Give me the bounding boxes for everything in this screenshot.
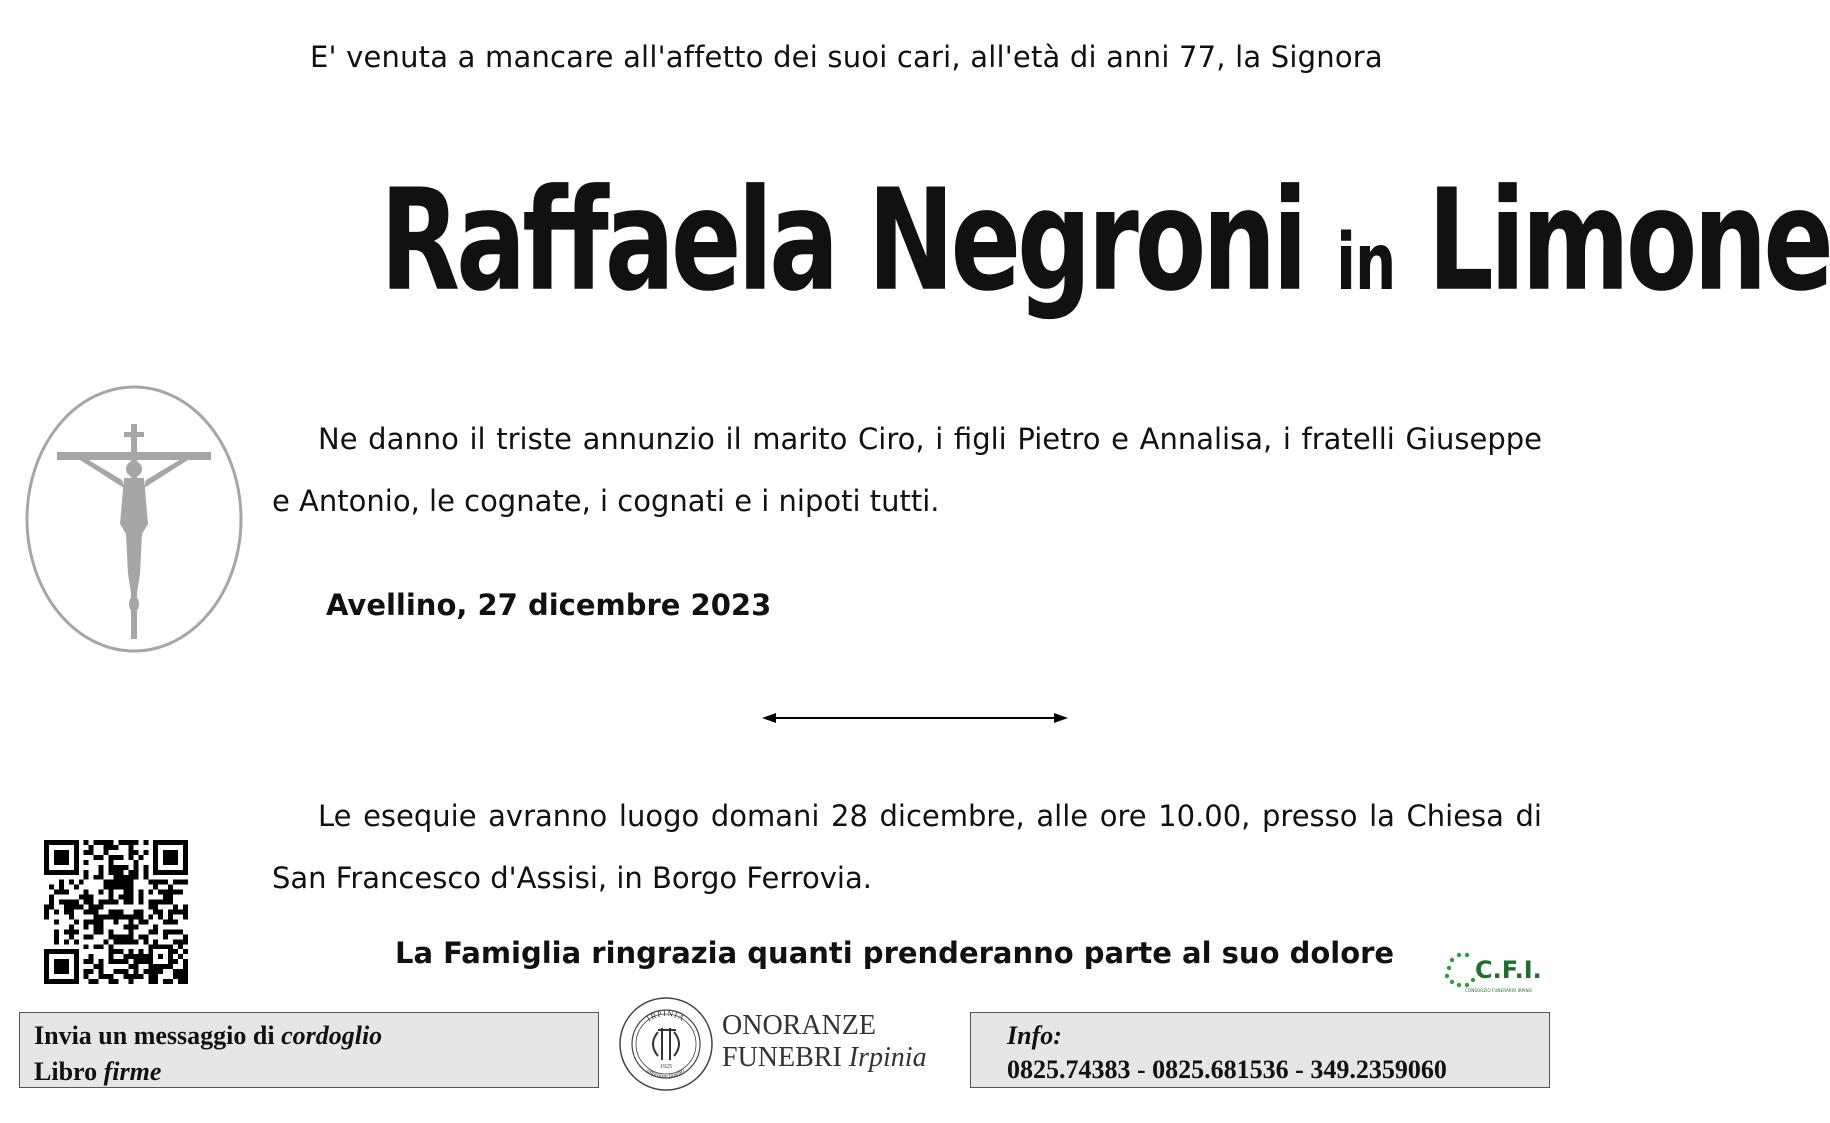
thanks-text: La Famiglia ringrazia quanti prenderanno parte al suo dolore	[395, 936, 1395, 970]
info-phones[interactable]: 0825.74383 - 0825.681536 - 349.2359060	[1007, 1055, 1447, 1084]
svg-text:IRPINIA	[645, 1009, 686, 1023]
announcement-text: Ne danno il triste annunzio il marito Ciro, i figli Pietro e Annalisa, i fratelli Giuseppe e Antonio, le cognate, i cognati e i nipoti tutti.	[272, 422, 1542, 518]
double-arrow-divider	[760, 706, 1070, 734]
cfi-text: C.F.I.	[1475, 956, 1542, 984]
cfi-logo	[1443, 946, 1542, 1000]
funeral-text: Le esequie avranno luogo domani 28 dicembre, alle ore 10.00, presso la Chiesa di San Francesco d'Assisi, in Borgo Ferrovia.	[272, 799, 1542, 895]
intro-text: E' venuta a mancare all'affetto dei suoi cari, all'età di anni 77, la Signora	[310, 40, 1383, 74]
info-box	[970, 1012, 1550, 1088]
cfi-subtext: CONSORZIO FUNERARIO IRPINO	[1465, 988, 1532, 993]
funeral-home-line2: FUNEBRI Irpinia	[722, 1042, 927, 1073]
name-connector: in	[1336, 215, 1396, 308]
info-label: Info:	[1007, 1021, 1062, 1050]
name-first: Raffaela Negroni	[380, 157, 1304, 323]
qr-code	[44, 840, 188, 988]
guestbook-link[interactable]: Libro firme	[34, 1057, 162, 1086]
funeral-home-line1: ONORANZE	[722, 1010, 876, 1041]
condolence-link[interactable]: Invia un messaggio di cordoglio	[34, 1021, 383, 1050]
emblem-top-text: IRPINIA	[645, 1008, 687, 1024]
deceased-name	[380, 157, 1830, 323]
crucifix-icon	[24, 384, 246, 660]
place-date: Avellino, 27 dicembre 2023	[326, 588, 772, 622]
funeral-home-emblem	[618, 996, 714, 1096]
funeral-home-name	[722, 1010, 927, 1074]
emblem-year: 1925	[660, 1064, 672, 1070]
name-last: Limone	[1427, 157, 1830, 323]
emblem-bottom-text: onoranze funebri	[645, 1067, 687, 1081]
condolence-box[interactable]	[19, 1012, 599, 1088]
